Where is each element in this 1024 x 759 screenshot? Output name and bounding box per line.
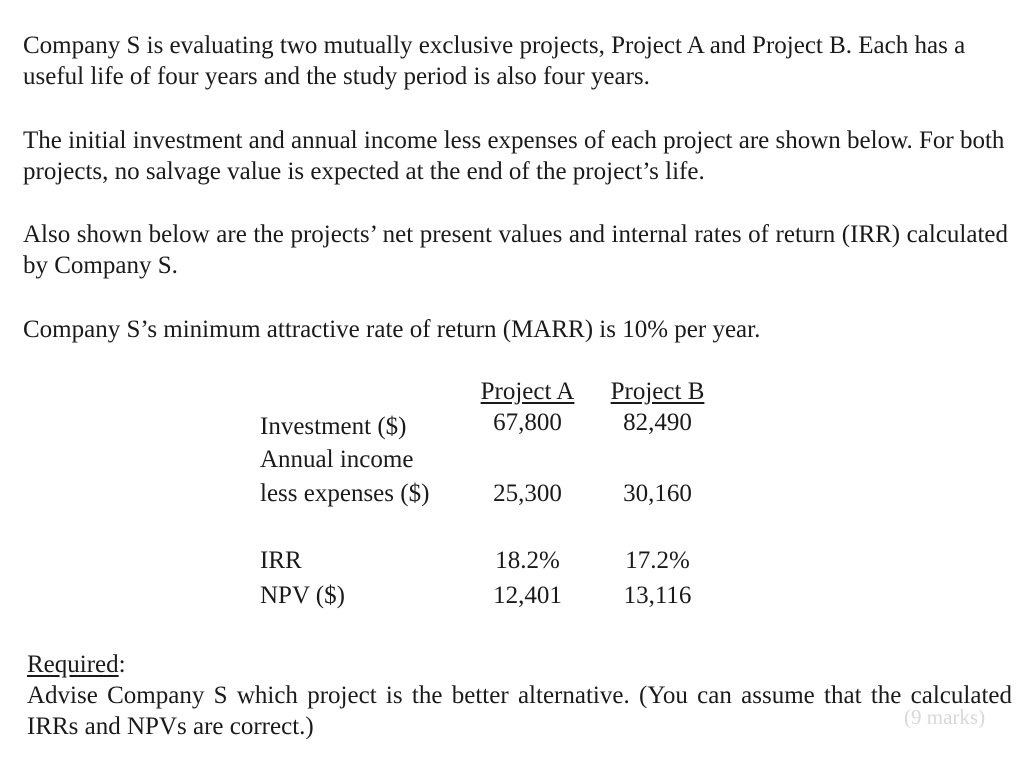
- cell-irr-b: 17.2%: [625, 547, 690, 574]
- required-colon: :: [118, 651, 126, 678]
- cell-income-a: 25,300: [493, 480, 562, 507]
- required-heading: [27, 649, 1012, 680]
- header-project-a: Project A: [480, 378, 575, 405]
- row-label-annual-income: Annual income: [260, 446, 414, 473]
- required-section: [27, 649, 1012, 742]
- cell-npv-b: 13,116: [623, 582, 692, 609]
- cell-income-b: 30,160: [623, 480, 692, 507]
- irr-npv-paragraph: Also shown below are the projects’ net present values and internal rates of return (IRR) calculated by Company S.: [23, 221, 1008, 279]
- header-project-b: Project B: [610, 378, 705, 405]
- marks-watermark: (9 marks): [904, 705, 986, 729]
- intro-paragraph: Company S is evaluating two mutually exclusive projects, Project A and Project B. Each has a useful life of four years and the study period is also four years.: [23, 32, 966, 90]
- row-label-less-expenses: less expenses ($): [260, 480, 430, 507]
- row-label-irr: IRR: [260, 547, 302, 574]
- investment-paragraph: The initial investment and annual income less expenses of each project are shown below. For both projects, no salvage value is expected at the end of the project’s life.: [23, 127, 1005, 185]
- required-text: Advise Company S which project is the better alternative. (You can assume that the calculated IRRs and NPVs are correct.): [27, 682, 1012, 740]
- cell-irr-a: 18.2%: [495, 547, 560, 574]
- cell-npv-a: 12,401: [493, 582, 562, 609]
- marr-paragraph: Company S’s minimum attractive rate of return (MARR) is 10% per year.: [23, 316, 761, 343]
- row-label-investment: Investment ($): [260, 413, 407, 440]
- cell-investment-a: 67,800: [493, 409, 562, 436]
- required-label: Required: [27, 651, 119, 678]
- cell-investment-b: 82,490: [623, 409, 692, 436]
- row-label-npv: NPV ($): [260, 582, 345, 609]
